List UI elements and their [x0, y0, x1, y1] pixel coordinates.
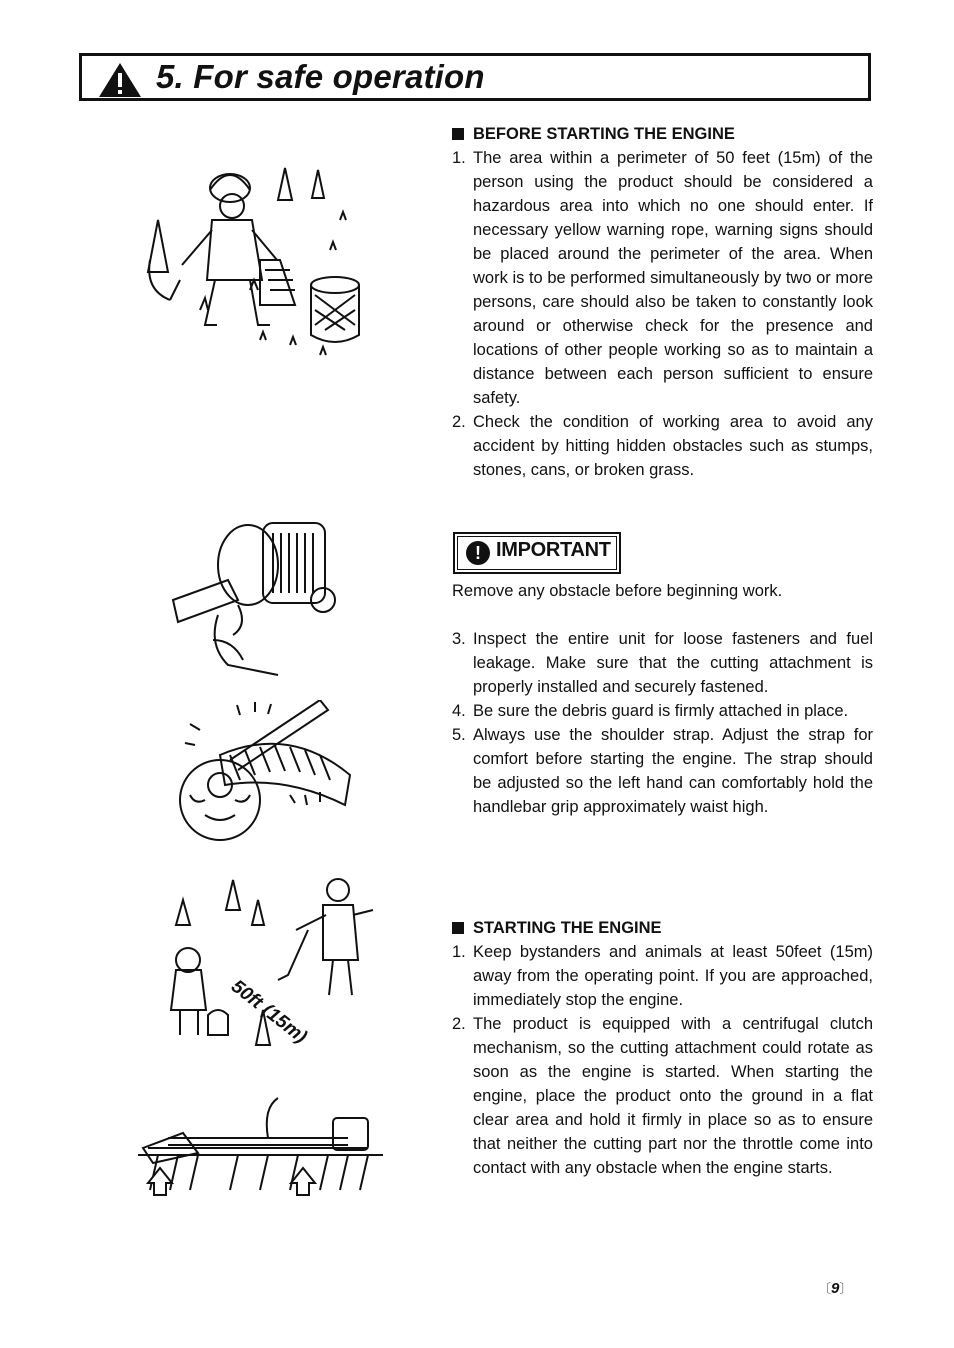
important-note: Remove any obstacle before beginning work.	[452, 582, 783, 600]
page-title: 5. For safe operation	[156, 58, 485, 95]
before-starting-continued	[452, 627, 873, 819]
bystander-distance-illustration	[158, 870, 383, 1055]
unit-on-ground-illustration	[138, 1093, 383, 1198]
list-item-text: Be sure the debris guard is firmly attached in place.	[473, 702, 849, 720]
bullet-square-icon	[452, 128, 464, 140]
list-item-text: Keep bystanders and animals at least 50feet (15m) away from the operating point. If you are approached, immediately stop the engine.	[473, 943, 873, 1009]
debris-guard-illustration	[160, 700, 360, 845]
before-starting-section	[452, 122, 873, 482]
warning-triangle-icon	[98, 62, 142, 98]
list-item-text: Check the condition of working area to avoid any accident by hitting hidden obstacles such as stumps, stones, cans, or broken grass.	[473, 413, 873, 479]
list-item: 1. Keep bystanders and animals at least 50feet (15m) away from the operating point. If you are approached, immediately stop the engine.	[452, 940, 873, 1012]
worker-clearing-area-illustration	[140, 160, 370, 370]
list-item: 3. Inspect the entire unit for loose fasteners and fuel leakage. Make sure that the cutting attachment is properly installed and securely fastened.	[452, 627, 873, 699]
list-item-text: Inspect the entire unit for loose fasteners and fuel leakage. Make sure that the cutting attachment is properly installed and securely fastened.	[473, 630, 873, 696]
list-item-text: The product is equipped with a centrifugal clutch mechanism, so the cutting attachment could rotate as soon as the engine is started. When starting the engine, place the product onto the ground in a flat clear area and hold it firmly in place so as to ensure that neither the cutting part nor the throttle come into contact with any obstacle when the engine starts.	[473, 1015, 873, 1177]
list-item: 4. Be sure the debris guard is firmly attached in place.	[452, 699, 873, 723]
section-heading: BEFORE STARTING THE ENGINE	[452, 122, 873, 146]
list-item: 5. Always use the shoulder strap. Adjust the strap for comfort before starting the engine. The strap should be adjusted so the left hand can comfortably hold the handlebar grip approximately waist high.	[452, 723, 873, 819]
list-item-text: The area within a perimeter of 50 feet (15m) of the person using the product should be considered a hazardous area into which no one should enter. If necessary yellow warning rope, warning signs should be placed around the perimeter of the area. When work is to be performed simultaneously by two or more persons, care should also be taken to constantly look around or otherwise check for the presence and locations of other people working so as to maintain a distance between each person sufficient to ensure safety.	[473, 149, 873, 407]
exclamation-circle-icon: !	[466, 541, 490, 565]
starting-engine-section	[452, 916, 873, 1180]
list-item: 2. Check the condition of working area to avoid any accident by hitting hidden obstacles such as stumps, stones, cans, or broken grass.	[452, 410, 873, 482]
page-number: 〔9〕	[818, 1280, 853, 1297]
list-item: 2. The product is equipped with a centrifugal clutch mechanism, so the cutting attachment could rotate as soon as the engine is started. When starting the engine, place the product onto the ground in a flat clear area and hold it firmly in place so as to ensure that neither the cutting part nor the throttle come into contact with any obstacle when the engine starts.	[452, 1012, 873, 1180]
important-label: IMPORTANT	[496, 539, 611, 561]
section-title-bar	[79, 53, 871, 101]
distance-label: 50ft (15m)	[227, 976, 311, 1048]
important-callout	[453, 532, 621, 574]
section-heading: STARTING THE ENGINE	[452, 916, 873, 940]
engine-inspection-illustration	[168, 505, 348, 680]
list-item-text: Always use the shoulder strap. Adjust the strap for comfort before starting the engine. The strap should be adjusted so the left hand can comfortably hold the handlebar grip approximately waist high.	[473, 726, 873, 816]
bullet-square-icon	[452, 922, 464, 934]
list-item: 1. The area within a perimeter of 50 feet (15m) of the person using the product should be considered a hazardous area into which no one should enter. If necessary yellow warning rope, warning signs should be placed around the perimeter of the area. When work is to be performed simultaneously by two or more persons, care should also be taken to constantly look around or otherwise check for the presence and locations of other people working so as to maintain a distance between each person sufficient to ensure safety.	[452, 146, 873, 410]
